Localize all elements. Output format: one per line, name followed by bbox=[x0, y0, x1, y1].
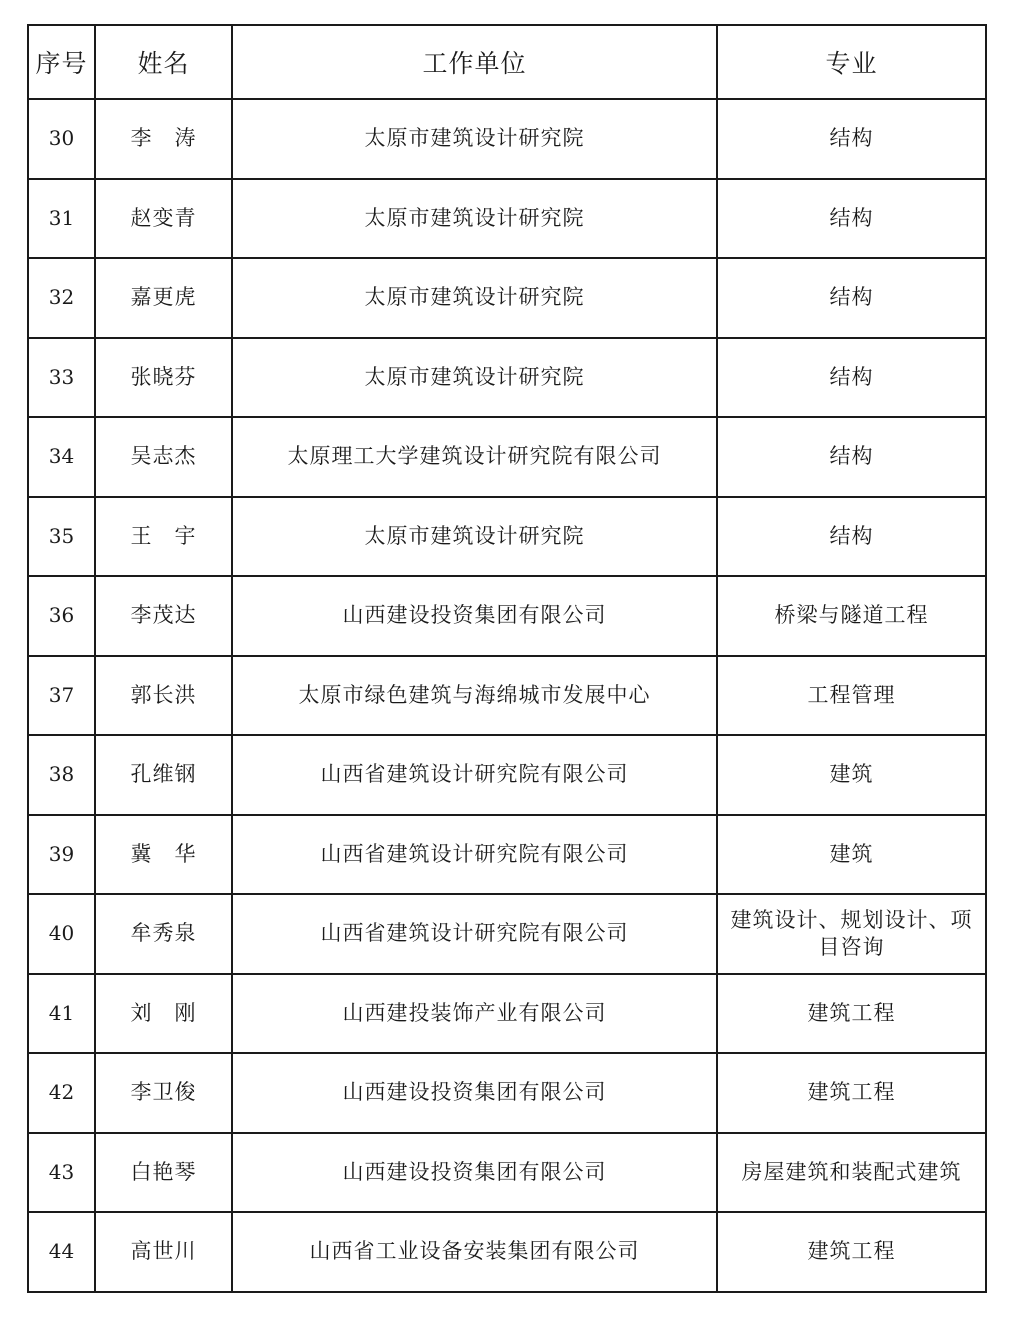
cell-seq: 37 bbox=[28, 656, 95, 736]
cell-name: 李 涛 bbox=[95, 99, 232, 179]
cell-unit: 山西省建筑设计研究院有限公司 bbox=[232, 815, 717, 895]
cell-unit: 太原市建筑设计研究院 bbox=[232, 338, 717, 418]
cell-specialty: 结构 bbox=[717, 497, 986, 577]
header-unit: 工作单位 bbox=[232, 25, 717, 99]
cell-seq: 31 bbox=[28, 179, 95, 259]
cell-specialty: 工程管理 bbox=[717, 656, 986, 736]
cell-specialty: 建筑 bbox=[717, 815, 986, 895]
header-name: 姓名 bbox=[95, 25, 232, 99]
cell-name: 李茂达 bbox=[95, 576, 232, 656]
cell-specialty: 房屋建筑和装配式建筑 bbox=[717, 1133, 986, 1213]
cell-name: 高世川 bbox=[95, 1212, 232, 1292]
cell-unit: 太原市建筑设计研究院 bbox=[232, 99, 717, 179]
cell-specialty: 建筑工程 bbox=[717, 1212, 986, 1292]
table-row bbox=[28, 417, 986, 497]
cell-specialty: 结构 bbox=[717, 99, 986, 179]
cell-seq: 30 bbox=[28, 99, 95, 179]
cell-unit: 山西建设投资集团有限公司 bbox=[232, 1133, 717, 1213]
cell-unit: 山西建设投资集团有限公司 bbox=[232, 1053, 717, 1133]
cell-specialty: 建筑设计、规划设计、项目咨询 bbox=[717, 894, 986, 974]
cell-specialty: 结构 bbox=[717, 417, 986, 497]
table-row bbox=[28, 1212, 986, 1292]
table-row bbox=[28, 179, 986, 259]
cell-specialty: 结构 bbox=[717, 179, 986, 259]
cell-unit: 太原市建筑设计研究院 bbox=[232, 179, 717, 259]
cell-specialty: 建筑工程 bbox=[717, 1053, 986, 1133]
personnel-table bbox=[27, 24, 987, 1293]
cell-name: 郭长洪 bbox=[95, 656, 232, 736]
cell-seq: 43 bbox=[28, 1133, 95, 1213]
cell-unit: 山西省工业设备安装集团有限公司 bbox=[232, 1212, 717, 1292]
cell-unit: 山西建设投资集团有限公司 bbox=[232, 576, 717, 656]
cell-specialty: 建筑 bbox=[717, 735, 986, 815]
cell-seq: 36 bbox=[28, 576, 95, 656]
header-seq: 序号 bbox=[28, 25, 95, 99]
cell-unit: 太原市绿色建筑与海绵城市发展中心 bbox=[232, 656, 717, 736]
table-row bbox=[28, 815, 986, 895]
cell-name: 王 宇 bbox=[95, 497, 232, 577]
cell-seq: 34 bbox=[28, 417, 95, 497]
table-row bbox=[28, 656, 986, 736]
cell-name: 李卫俊 bbox=[95, 1053, 232, 1133]
header-specialty: 专业 bbox=[717, 25, 986, 99]
table-row bbox=[28, 1053, 986, 1133]
table-row bbox=[28, 894, 986, 974]
table-row bbox=[28, 99, 986, 179]
cell-name: 冀 华 bbox=[95, 815, 232, 895]
cell-seq: 32 bbox=[28, 258, 95, 338]
cell-unit: 山西省建筑设计研究院有限公司 bbox=[232, 894, 717, 974]
cell-specialty: 结构 bbox=[717, 258, 986, 338]
cell-name: 刘 刚 bbox=[95, 974, 232, 1054]
cell-name: 吴志杰 bbox=[95, 417, 232, 497]
cell-seq: 38 bbox=[28, 735, 95, 815]
cell-seq: 41 bbox=[28, 974, 95, 1054]
cell-unit: 山西省建筑设计研究院有限公司 bbox=[232, 735, 717, 815]
table-body bbox=[28, 99, 986, 1292]
cell-unit: 太原市建筑设计研究院 bbox=[232, 258, 717, 338]
table-row bbox=[28, 1133, 986, 1213]
cell-name: 赵变青 bbox=[95, 179, 232, 259]
cell-specialty: 桥梁与隧道工程 bbox=[717, 576, 986, 656]
table-row bbox=[28, 974, 986, 1054]
cell-name: 白艳琴 bbox=[95, 1133, 232, 1213]
cell-name: 孔维钢 bbox=[95, 735, 232, 815]
table-row bbox=[28, 576, 986, 656]
cell-name: 嘉更虎 bbox=[95, 258, 232, 338]
cell-name: 牟秀泉 bbox=[95, 894, 232, 974]
cell-seq: 44 bbox=[28, 1212, 95, 1292]
table-row bbox=[28, 497, 986, 577]
cell-seq: 40 bbox=[28, 894, 95, 974]
table-row bbox=[28, 258, 986, 338]
cell-seq: 35 bbox=[28, 497, 95, 577]
cell-seq: 42 bbox=[28, 1053, 95, 1133]
cell-unit: 太原市建筑设计研究院 bbox=[232, 497, 717, 577]
table-header-row bbox=[28, 25, 986, 99]
cell-name: 张晓芬 bbox=[95, 338, 232, 418]
cell-specialty: 结构 bbox=[717, 338, 986, 418]
cell-specialty: 建筑工程 bbox=[717, 974, 986, 1054]
table-row bbox=[28, 338, 986, 418]
table-row bbox=[28, 735, 986, 815]
cell-seq: 33 bbox=[28, 338, 95, 418]
cell-unit: 太原理工大学建筑设计研究院有限公司 bbox=[232, 417, 717, 497]
cell-unit: 山西建投装饰产业有限公司 bbox=[232, 974, 717, 1054]
cell-seq: 39 bbox=[28, 815, 95, 895]
